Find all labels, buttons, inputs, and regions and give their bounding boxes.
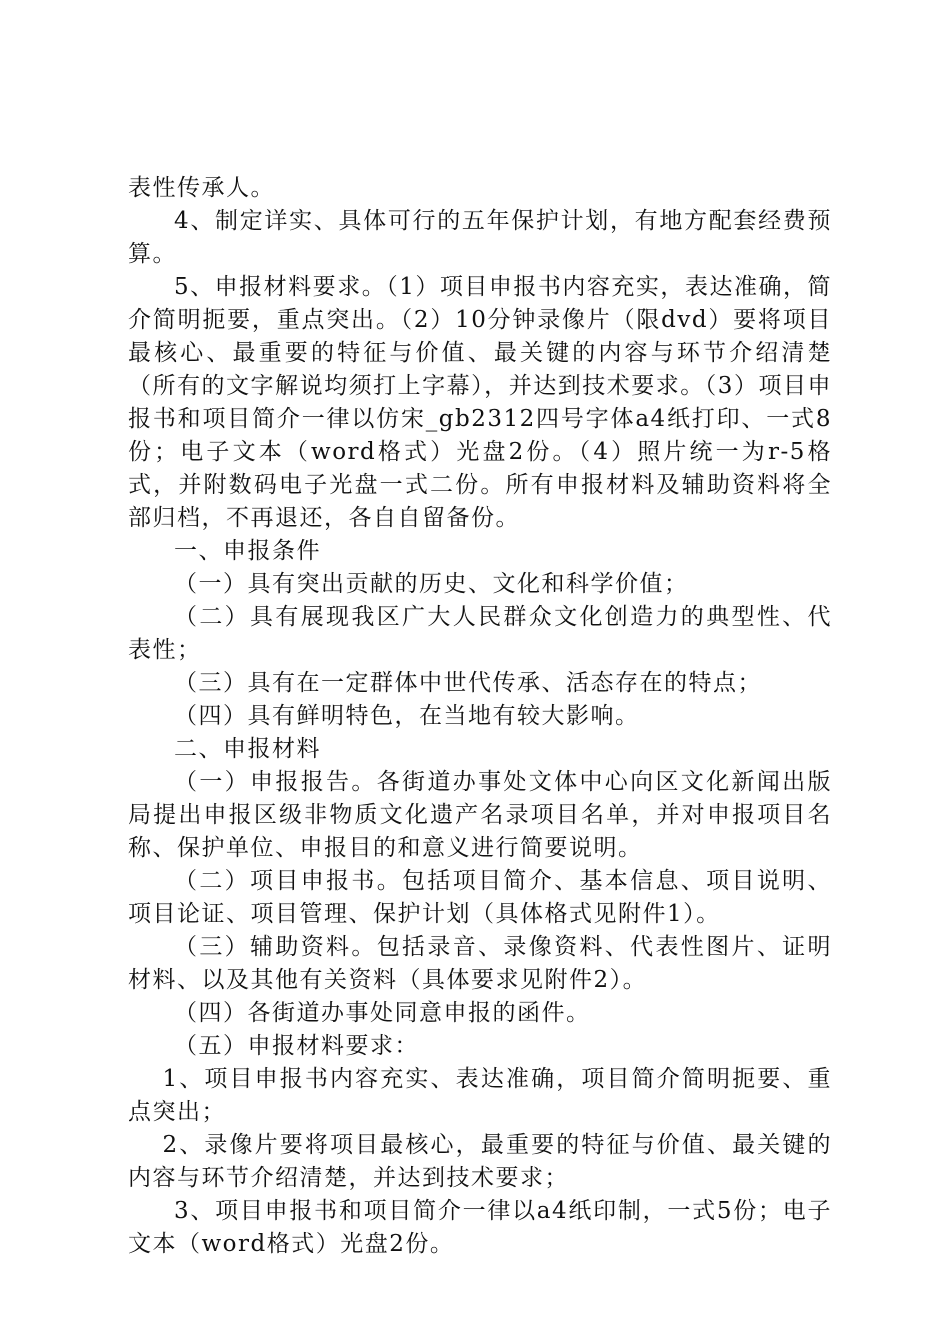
material-1: （一）申报报告。各街道办事处文体中心向区文化新闻出版局提出申报区级非物质文化遗产名录项目名单，并对申报项目名称、保护单位、申报目的和意义进行简要说明。 [128,769,832,861]
paragraph-item-4: 4、制定详实、具体可行的五年保护计划，有地方配套经费预算。 [128,208,832,267]
material-4: （四）各街道办事处同意申报的函件。 [174,1000,591,1026]
condition-4: （四）具有鲜明特色，在当地有较大影响。 [174,703,640,729]
requirement-3: 3、项目申报书和项目简介一律以a4纸印制，一式5份；电子文本（word格式）光盘2份。 [128,1198,832,1257]
condition-2: （二）具有展现我区广大人民群众文化创造力的典型性、代表性； [128,604,832,663]
condition-1: （一）具有突出贡献的历史、文化和科学价值； [174,571,689,597]
material-5: （五）申报材料要求： [174,1033,419,1059]
material-2: （二）项目申报书。包括项目简介、基本信息、项目说明、项目论证、项目管理、保护计划（具体格式见附件1）。 [128,868,832,927]
section-heading-materials: 二、申报材料 [174,736,321,762]
condition-3: （三）具有在一定群体中世代传承、活态存在的特点； [174,670,762,696]
paragraph-continuation: 表性传承人。 [128,175,275,201]
material-3: （三）辅助资料。包括录音、录像资料、代表性图片、证明材料、以及其他有关资料（具体要求见附件2）。 [128,934,832,993]
section-heading-conditions: 一、申报条件 [174,538,321,564]
paragraph-item-5: 5、申报材料要求。（1）项目申报书内容充实，表达准确，简介简明扼要，重点突出。（2）10分钟录像片（限dvd）要将项目最核心、最重要的特征与价值、最关键的内容与环节介绍清楚（所有的文字解说均须打上字幕），并达到技术要求。（3）项目申报书和项目简介一律以仿宋_gb2312四号字体a4纸打印、一式8份；电子文本（word格式）光盘2份。（4）照片统一为r-5格式，并附数码电子光盘一式二份。所有申报材料及辅助资料将全部归档，不再退还，各自自留备份。 [128,274,832,531]
requirement-2: 2、录像片要将项目最核心，最重要的特征与价值、最关键的内容与环节介绍清楚，并达到技术要求； [128,1132,832,1191]
requirement-1: 1、项目申报书内容充实、表达准确，项目简介简明扼要、重点突出； [128,1066,832,1125]
document-body [128,172,832,1261]
